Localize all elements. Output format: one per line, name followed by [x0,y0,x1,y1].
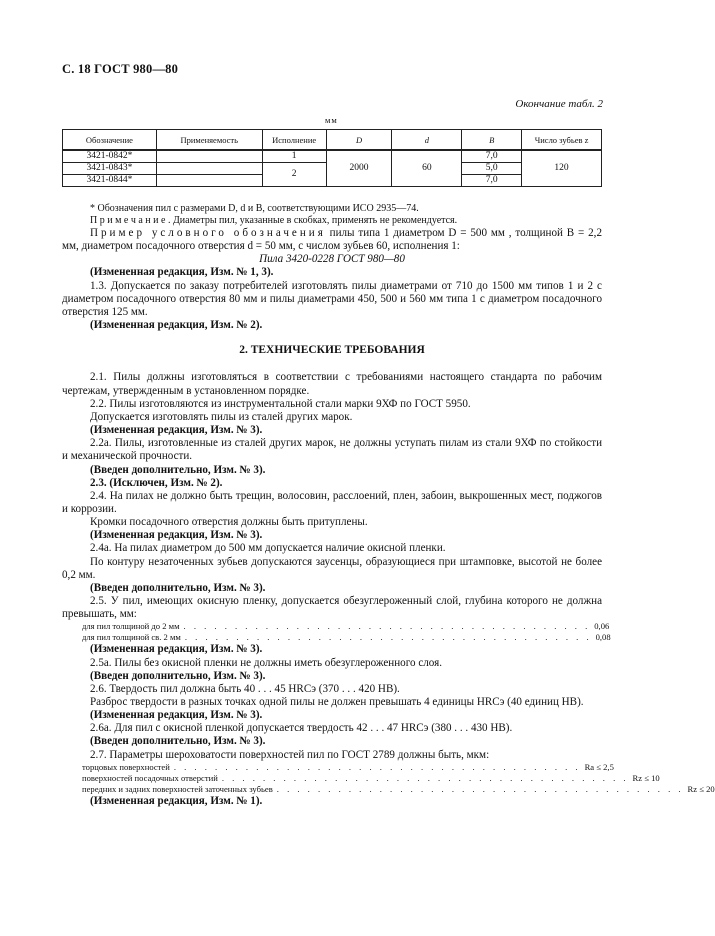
list-item [82,632,611,643]
edit-note: (Измененная редакция, Изм. № 3). [90,643,263,656]
cell-application [156,175,262,187]
section-heading: 2. ТЕХНИЧЕСКИЕ ТРЕБОВАНИЯ [239,344,425,357]
note-label: П р и м е ч а н и е . [90,215,171,226]
paragraph: 2.7. Параметры шероховатости поверхностей пил по ГОСТ 2789 должны быть, мкм: [90,748,490,761]
cell-application [156,163,262,175]
edit-note: (Измененная редакция, Изм. № 3). [90,529,263,542]
roughness-list [62,761,715,795]
depth-list [62,621,611,643]
page-header: С. 18 ГОСТ 980—80 [62,62,179,76]
list-item [82,772,660,784]
col-D: D [326,130,392,151]
list-item-label: торцовых поверхностей [82,761,170,772]
edit-note: (Введен дополнительно, Изм. № 3). [90,669,266,682]
leader-dots: . . . . . . . . . . . . . . . . . . . . . . . . . . . . . . . . . . . . . . . . [221,772,629,783]
cell-designation: 3421-0842* [63,150,157,163]
cell-B: 7,0 [462,150,522,163]
list-item-value: Rz ≤ 20 [687,783,715,794]
paragraph: Разброс твердости в разных точках одной пилы не должен превышать 4 единицы HRCэ (40 единиц HB). [90,696,584,708]
list-item-value: 0,06 [594,621,610,632]
paragraph: 2.4а. На пилах диаметром до 500 мм допускается наличие окисной пленки. [90,542,446,555]
paragraph: 2.6. Твердость пил должна быть 40 . . . 45 HRCэ (370 . . . 420 HB). [90,682,400,695]
saw-spec-table [62,129,602,187]
leader-dots: . . . . . . . . . . . . . . . . . . . . . . . . . . . . . . . . . . . . . . . . [173,761,581,772]
section-paragraphs [62,643,602,761]
paragraph: По контуру незаточенных зубьев допускаются заусенцы, образующиеся при штамповке, высотой не более 0,2 мм. [62,555,602,581]
list-item-label: передних и задних поверхностей заточенных зубьев [82,783,273,794]
edit-note: (Измененная редакция, Изм. № 3). [90,709,263,722]
table-row [63,150,602,163]
col-version: Исполнение [262,130,326,151]
cell-teeth: 120 [522,150,602,187]
cell-version: 1 [262,150,326,163]
paragraph: 2.2. Пилы изготовляются из инструментальной стали марки 9ХФ по ГОСТ 5950. [90,397,471,410]
leader-dots: . . . . . . . . . . . . . . . . . . . . . . . . . . . . . . . . . . . . . . . . [276,783,684,794]
edit-note: (Введен дополнительно, Изм. № 3). [90,735,266,748]
list-item [82,783,715,795]
edit-note: (Измененная редакция, Изм. № 1, 3). [90,266,274,279]
cell-d: 60 [392,150,462,187]
list-item-value: 0,08 [595,632,611,643]
col-application: Применяемость [156,130,262,151]
list-item [82,621,610,632]
paragraph: 2.4. На пилах не должно быть трещин, волосовин, расслоений, плен, забоин, выкрошенных мест, поджогов и коррозии. [62,489,602,515]
paragraph: 2.5. У пил, имеющих окисную пленку, допускается обезуглероженный слой, глубина которого не должна превышать, мм: [62,595,602,621]
table-header-row [63,130,602,151]
edit-note: 2.3. (Исключен, Изм. № 2). [90,476,223,489]
list-item-label: для пил толщиной св. 2 мм [82,632,181,643]
col-teeth: Число зубьев z [522,130,602,151]
paragraph: 2.6а. Для пил с окисной пленкой допускается твердость 42 . . . 47 HRCэ (380 . . . 430 HB). [90,722,513,735]
list-item-label: для пил толщиной до 2 мм [82,621,180,632]
leader-dots: . . . . . . . . . . . . . . . . . . . . . . . . . . . . . . . . . . . . . . . . [184,632,592,643]
edit-note: (Введен дополнительно, Изм. № 3). [90,463,266,476]
cell-B: 5,0 [462,163,522,175]
note-text: Диаметры пил, указанные в скобках, применять не рекомендуется. [170,215,458,226]
list-item-value: Ra ≤ 2,5 [584,761,614,772]
leader-dots: . . . . . . . . . . . . . . . . . . . . . . . . . . . . . . . . . . . . . . . . [183,621,591,632]
paragraph: 2.5а. Пилы без окисной пленки не должны иметь обезуглероженного слоя. [90,656,442,669]
list-item-value: Rz ≤ 10 [632,772,660,783]
edit-note: (Измененная редакция, Изм. № 2). [90,319,263,332]
example-designation: Пила 3420-0228 ГОСТ 980—80 [259,253,405,266]
col-d: d [392,130,462,151]
table-unit: мм [325,115,338,125]
edit-note: (Введен дополнительно, Изм. № 3). [90,581,266,594]
document-body [62,203,715,808]
example-paragraph [62,227,602,253]
edit-note: (Измененная редакция, Изм. № 3). [90,424,263,437]
list-item-label: поверхностей посадочных отверстий [82,772,218,783]
col-B: B [462,130,522,151]
paragraph: 2.1. Пилы должны изготовляться в соответствии с требованиями настоящего стандарта по рабочим чертежам, утвержденным в установленном порядке. [62,371,602,397]
example-text: пилы типа 1 диаметром D = 500 мм , толщиной B = 2,2 мм, диаметром посадочного отверстия d = 50 мм, с числом зубьев 60, исполнения 1: [62,227,602,253]
paragraph: 2.2а. Пилы, изготовленные из сталей других марок, не должны уступать пилам из стали 9ХФ по стойкости и механической прочности. [62,437,602,463]
paragraph: Кромки посадочного отверстия должны быть притуплены. [90,516,368,529]
section-paragraphs [62,371,602,621]
table-continuation-note: Окончание табл. 2 [515,98,603,110]
cell-D: 2000 [326,150,392,187]
example-label: Пример условного обозначения [90,227,326,239]
list-item [82,761,614,773]
cell-designation: 3421-0844* [63,175,157,187]
footnote-star: * Обозначения пил с размерами D, d и B, соответствующими ИСО 2935—74. [90,203,419,214]
cell-designation: 3421-0843* [63,163,157,175]
paragraph-1-3: 1.3. Допускается по заказу потребителей изготовлять пилы диаметрами от 710 до 1500 мм типов 1 и 2 с диаметром посадочного отверстия 80 мм и пилы диаметрами 450, 500 и 560 мм типа 1 с диаметром посадочного отверстия 125 мм. [62,279,602,318]
footnote-note [62,215,602,227]
paragraph: Допускается изготовлять пилы из сталей других марок. [90,410,353,423]
col-designation: Обозначение [63,130,157,151]
edit-note: (Измененная редакция, Изм. № 1). [90,794,263,807]
cell-B: 7,0 [462,175,522,187]
cell-application [156,150,262,163]
cell-version: 2 [262,163,326,187]
